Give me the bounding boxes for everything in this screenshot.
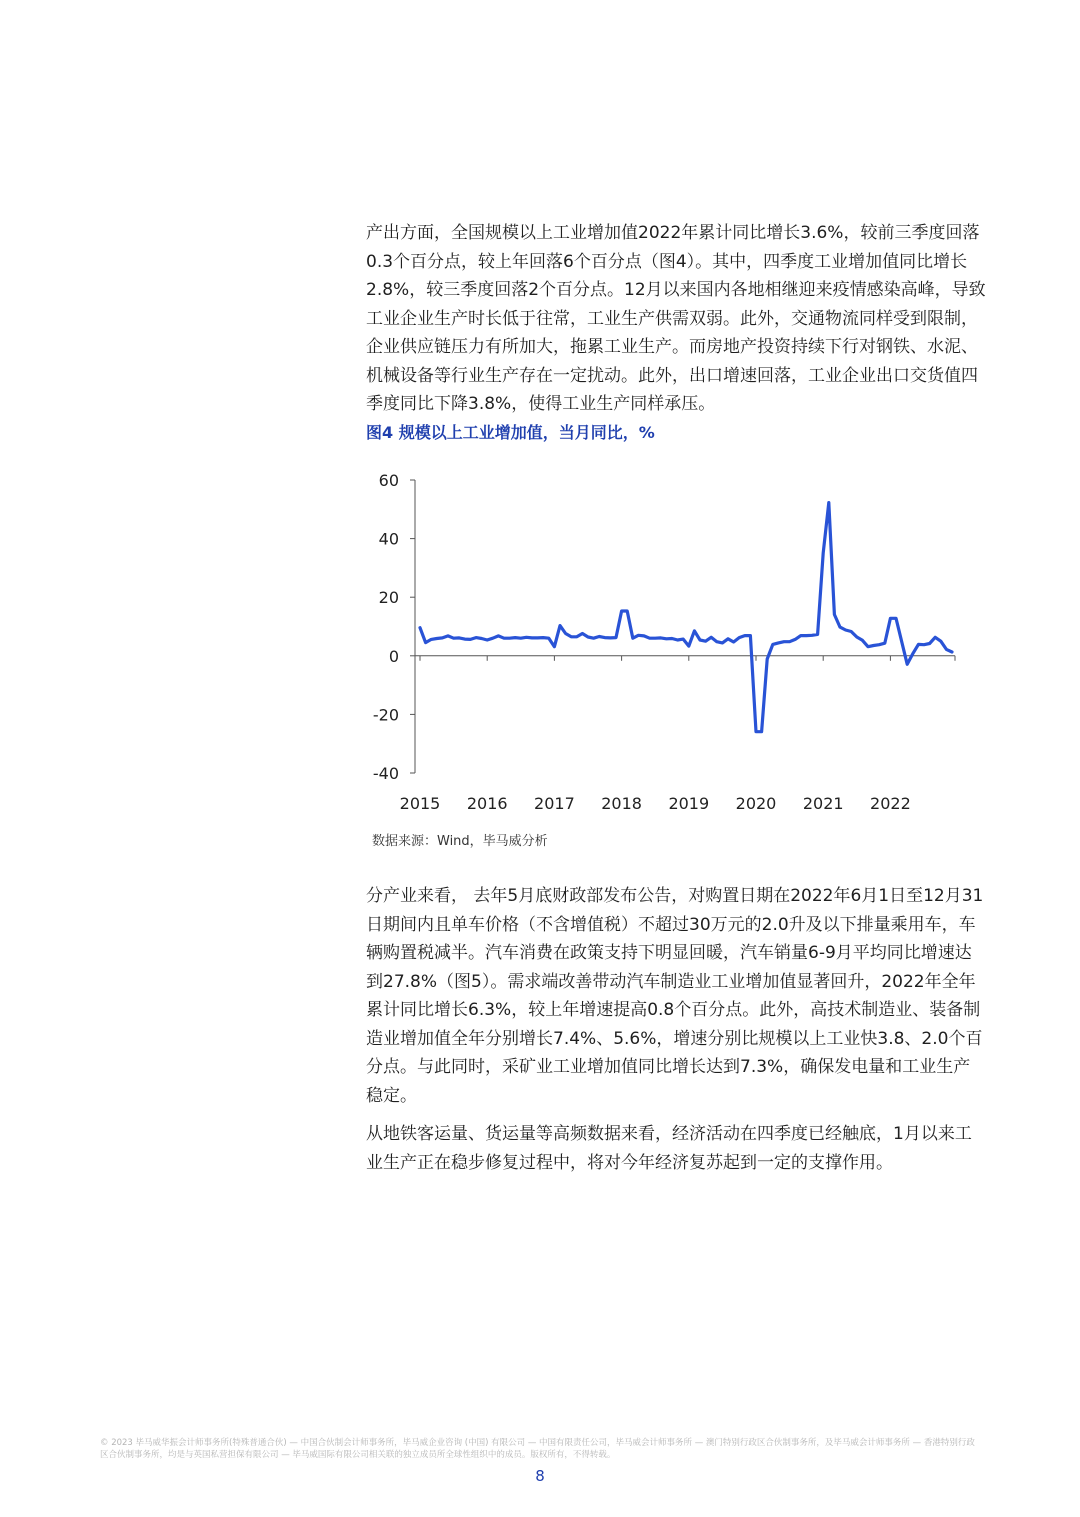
figure-title: 图4 规模以上工业增加值，当月同比，% — [366, 423, 655, 442]
x-tick-label: 2019 — [668, 794, 710, 813]
footer-copyright: © 2023 毕马威华振会计师事务所(特殊普通合伙) — 中国合伙制会计师事务所，毕马威企业咨询 (中国) 有限公司 — 中国有限责任公司，毕马威会计师事务所 — 澳门特别行政区合伙制事务所，及毕马威会计师事务所 — 香港特别行政区合伙制事务所，均是与英国私营担保有限公司 — 毕马威国际有限公司相关联的独立成员所全球性组织中的成员。版权所有，不得转载。 — [100, 1438, 975, 1460]
paragraph-high-frequency: 从地铁客运量、货运量等高频数据来看，经济活动在四季度已经触底，1月以来工业生产正在稳步修复过程中，将对今年经济复苏起到一定的支撑作用。 — [366, 1124, 972, 1173]
x-tick-label: 2020 — [735, 794, 777, 813]
data-source-note: 数据来源：Wind，毕马威分析 — [372, 834, 548, 849]
x-tick-label: 2017 — [534, 794, 575, 813]
x-tick-label: 2018 — [601, 794, 642, 813]
y-tick-label: -40 — [372, 764, 399, 783]
y-tick-label: 40 — [378, 529, 399, 549]
x-tick-label: 2015 — [399, 794, 441, 813]
x-tick-label: 2022 — [870, 794, 911, 813]
industrial-value-added-line-chart — [360, 455, 980, 825]
y-tick-label: -20 — [372, 705, 399, 725]
y-tick-label: 0 — [388, 646, 399, 666]
y-tick-label: 60 — [378, 471, 399, 490]
x-tick-label: 2021 — [802, 794, 844, 813]
paragraph-industry: 分产业来看， 去年5月底财政部发布公告，对购置日期在2022年6月1日至12月31日期间内且单车价格（不含增值税）不超过30万元的2.0升及以下排量乘用车，车辆购置税减半。汽车消费在政策支持下明显回暖，汽车销量6-9月平均同比增速达到27.8%（图5）。需求端改善带动汽车制造业工业增加值显著回升，2022年全年累计同比增长6.3%，较上年增速提高0.8个百分点。此外，高技术制造业、装备制造业增加值全年分别增长7.4%、5.6%，增速分别比规模以上工业快3.8、2.0个百分点。与此同时，采矿业工业增加值同比增长达到7.3%，确保发电量和工业生产稳定。 — [366, 886, 984, 1106]
x-axis — [400, 656, 955, 813]
y-tick-label: 20 — [378, 588, 399, 608]
y-axis — [373, 471, 415, 783]
paragraph-output: 产出方面，全国规模以上工业增加值2022年累计同比增长3.6%，较前三季度回落0.3个百分点，较上年回落6个百分点（图4）。其中，四季度工业增加值同比增长2.8%，较三季度回落2个百分点。12月以来国内各地相继迎来疫情感染高峰，导致工业企业生产时长低于往常，工业生产供需双弱。此外，交通物流同样受到限制，企业供应链压力有所加大，拖累工业生产。而房地产投资持续下行对钢铁、水泥、机械设备等行业生产存在一定扰动。此外，出口增速回落，工业企业出口交货值四季度同比下降3.8%，使得工业生产同样承压。 — [366, 223, 986, 414]
x-tick-label: 2016 — [466, 794, 508, 813]
series — [419, 501, 953, 733]
page-number: 8 — [535, 1467, 545, 1485]
series-line — [420, 503, 952, 732]
